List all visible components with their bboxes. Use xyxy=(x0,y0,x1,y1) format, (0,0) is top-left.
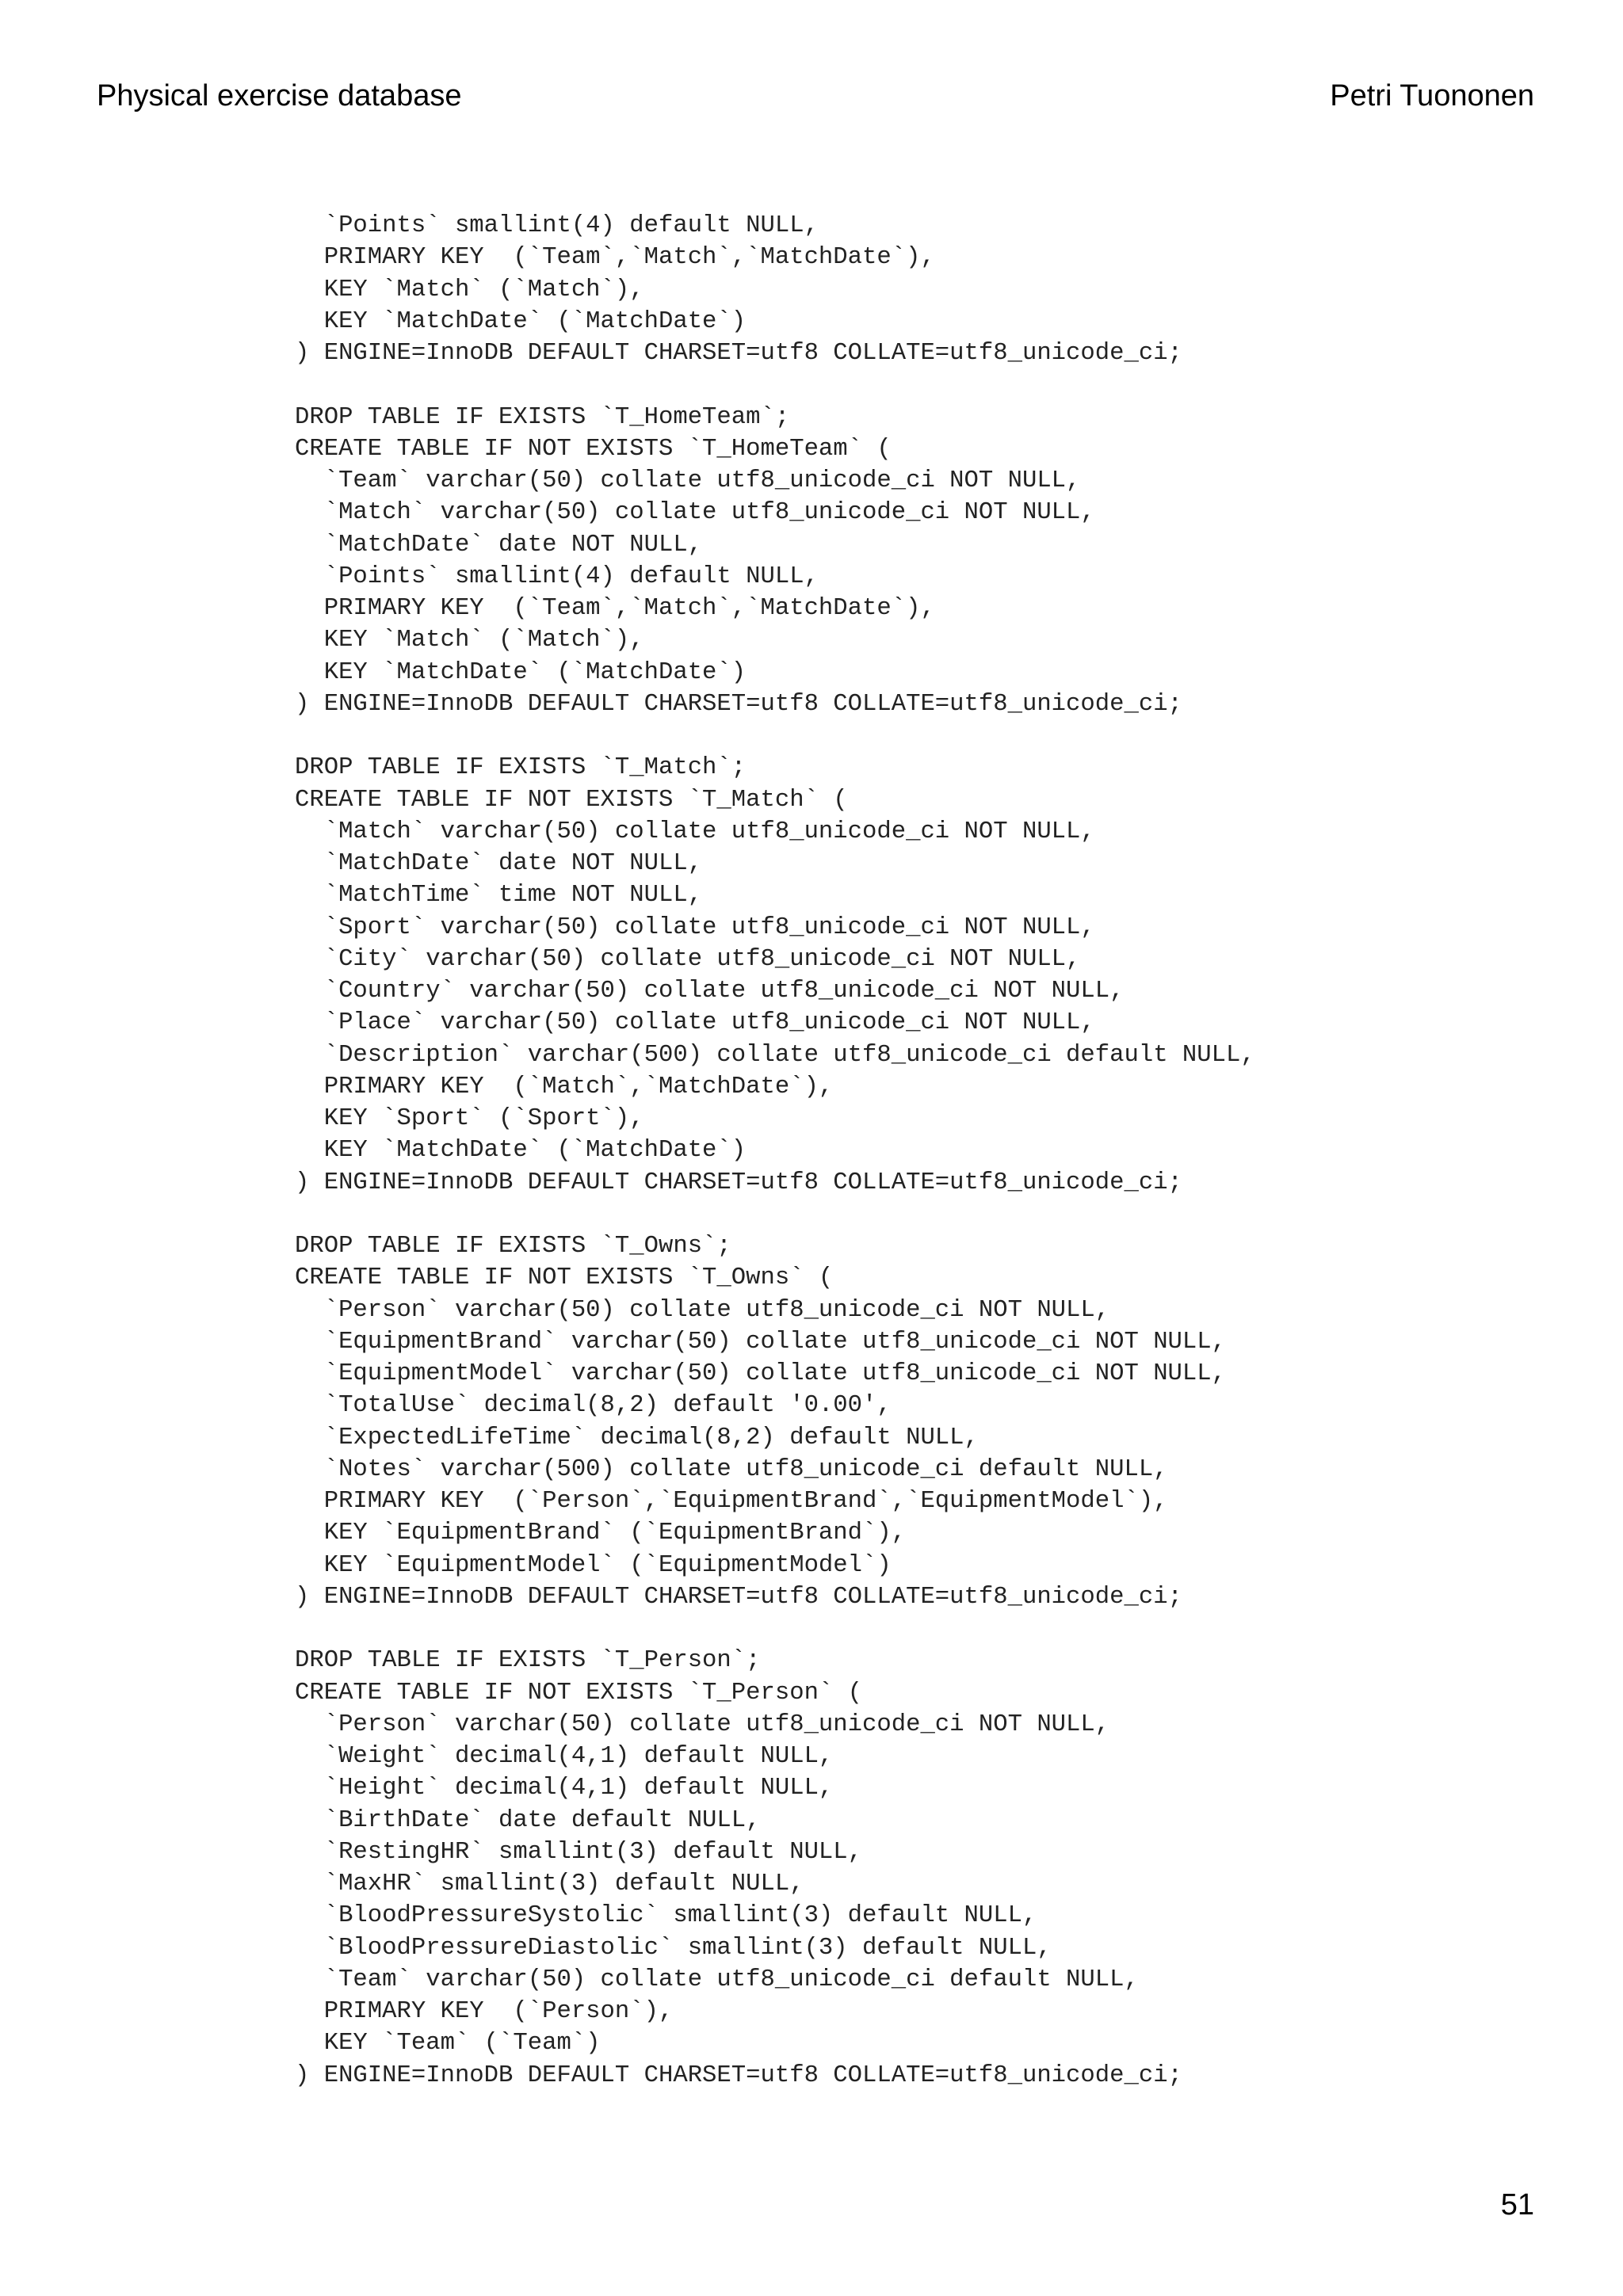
code-line: `BirthDate` date default NULL, xyxy=(295,1806,761,1834)
code-line: `Notes` varchar(500) collate utf8_unicode_ci default NULL, xyxy=(295,1455,1168,1483)
code-line: KEY `Match` (`Match`), xyxy=(295,627,644,654)
code-line: `Person` varchar(50) collate utf8_unicode_ci NOT NULL, xyxy=(295,1296,1110,1324)
code-line: `EquipmentModel` varchar(50) collate utf8_unicode_ci NOT NULL, xyxy=(295,1360,1226,1387)
code-line: DROP TABLE IF EXISTS `T_Person`; xyxy=(295,1647,761,1675)
page-number: 51 xyxy=(1500,2188,1534,2222)
code-line: `ExpectedLifeTime` decimal(8,2) default NULL, xyxy=(295,1424,979,1451)
code-line: `MaxHR` smallint(3) default NULL, xyxy=(295,1871,804,1897)
code-line: CREATE TABLE IF NOT EXISTS `T_Owns` ( xyxy=(295,1264,834,1292)
code-line: `Team` varchar(50) collate utf8_unicode_ci NOT NULL, xyxy=(295,467,1081,494)
code-line: `Person` varchar(50) collate utf8_unicode_ci NOT NULL, xyxy=(295,1711,1110,1738)
code-line: `Points` smallint(4) default NULL, xyxy=(295,563,819,590)
code-line: `Match` varchar(50) collate utf8_unicode_ci NOT NULL, xyxy=(295,818,1095,845)
code-line: CREATE TABLE IF NOT EXISTS `T_Person` ( xyxy=(295,1679,863,1707)
code-line: `Points` smallint(4) default NULL, xyxy=(295,212,819,239)
code-line: `MatchDate` date NOT NULL, xyxy=(295,850,703,877)
code-line: `Country` varchar(50) collate utf8_unicode_ci NOT NULL, xyxy=(295,978,1125,1005)
code-line: `Match` varchar(50) collate utf8_unicode_ci NOT NULL, xyxy=(295,499,1095,527)
code-line: `BloodPressureSystolic` smallint(3) default NULL, xyxy=(295,1902,1037,1930)
code-line: PRIMARY KEY (`Person`), xyxy=(295,1998,674,2025)
code-line: DROP TABLE IF EXISTS `T_Match`; xyxy=(295,754,747,782)
document-author: Petri Tuononen xyxy=(1330,79,1534,113)
code-line: `TotalUse` decimal(8,2) default '0.00', xyxy=(295,1392,892,1420)
code-line: ) ENGINE=InnoDB DEFAULT CHARSET=utf8 COLLATE=utf8_unicode_ci; xyxy=(295,340,1182,367)
code-line: KEY `Sport` (`Sport`), xyxy=(295,1105,644,1132)
code-line: `RestingHR` smallint(3) default NULL, xyxy=(295,1838,863,1866)
code-line: KEY `MatchDate` (`MatchDate`) xyxy=(295,1137,747,1165)
code-line: `MatchDate` date NOT NULL, xyxy=(295,531,703,559)
code-line: PRIMARY KEY (`Team`,`Match`,`MatchDate`), xyxy=(295,244,935,272)
code-line: ) ENGINE=InnoDB DEFAULT CHARSET=utf8 COLLATE=utf8_unicode_ci; xyxy=(295,1169,1182,1196)
code-line: `Team` varchar(50) collate utf8_unicode_ci default NULL, xyxy=(295,1966,1139,1993)
code-line: `EquipmentBrand` varchar(50) collate utf8_unicode_ci NOT NULL, xyxy=(295,1328,1226,1356)
code-line: PRIMARY KEY (`Match`,`MatchDate`), xyxy=(295,1073,834,1100)
code-line: PRIMARY KEY (`Team`,`Match`,`MatchDate`), xyxy=(295,595,935,622)
code-line: ) ENGINE=InnoDB DEFAULT CHARSET=utf8 COLLATE=utf8_unicode_ci; xyxy=(295,690,1182,718)
code-line: `BloodPressureDiastolic` smallint(3) default NULL, xyxy=(295,1934,1052,1962)
code-line: ) ENGINE=InnoDB DEFAULT CHARSET=utf8 COLLATE=utf8_unicode_ci; xyxy=(295,2061,1182,2089)
code-line: CREATE TABLE IF NOT EXISTS `T_Match` ( xyxy=(295,786,848,814)
code-line: `Height` decimal(4,1) default NULL, xyxy=(295,1775,834,1802)
code-line: PRIMARY KEY (`Person`,`EquipmentBrand`,`EquipmentModel`), xyxy=(295,1488,1168,1515)
code-line: DROP TABLE IF EXISTS `T_Owns`; xyxy=(295,1233,731,1260)
code-line xyxy=(295,1613,1255,1645)
code-line xyxy=(295,1199,1255,1230)
code-line: `Weight` decimal(4,1) default NULL, xyxy=(295,1743,834,1770)
code-line: `City` varchar(50) collate utf8_unicode_ci NOT NULL, xyxy=(295,945,1081,973)
code-line: ) ENGINE=InnoDB DEFAULT CHARSET=utf8 COLLATE=utf8_unicode_ci; xyxy=(295,1583,1182,1611)
code-line: CREATE TABLE IF NOT EXISTS `T_HomeTeam` ( xyxy=(295,435,892,463)
document-title: Physical exercise database xyxy=(97,79,462,113)
code-line: `Sport` varchar(50) collate utf8_unicode_ci NOT NULL, xyxy=(295,913,1095,941)
code-line: KEY `MatchDate` (`MatchDate`) xyxy=(295,658,747,686)
code-line: KEY `Team` (`Team`) xyxy=(295,2030,601,2058)
code-line xyxy=(295,369,1255,401)
code-line: KEY `Match` (`Match`), xyxy=(295,276,644,303)
code-line xyxy=(295,720,1255,752)
code-line: `Description` varchar(500) collate utf8_unicode_ci default NULL, xyxy=(295,1041,1255,1069)
code-line: DROP TABLE IF EXISTS `T_HomeTeam`; xyxy=(295,403,790,431)
code-line: KEY `EquipmentBrand` (`EquipmentBrand`), xyxy=(295,1520,907,1547)
code-line: `Place` varchar(50) collate utf8_unicode_ci NOT NULL, xyxy=(295,1009,1095,1037)
code-line: KEY `MatchDate` (`MatchDate`) xyxy=(295,307,747,335)
code-line: KEY `EquipmentModel` (`EquipmentModel`) xyxy=(295,1551,892,1579)
sql-code-block xyxy=(295,210,1255,2092)
code-line: `MatchTime` time NOT NULL, xyxy=(295,882,703,910)
